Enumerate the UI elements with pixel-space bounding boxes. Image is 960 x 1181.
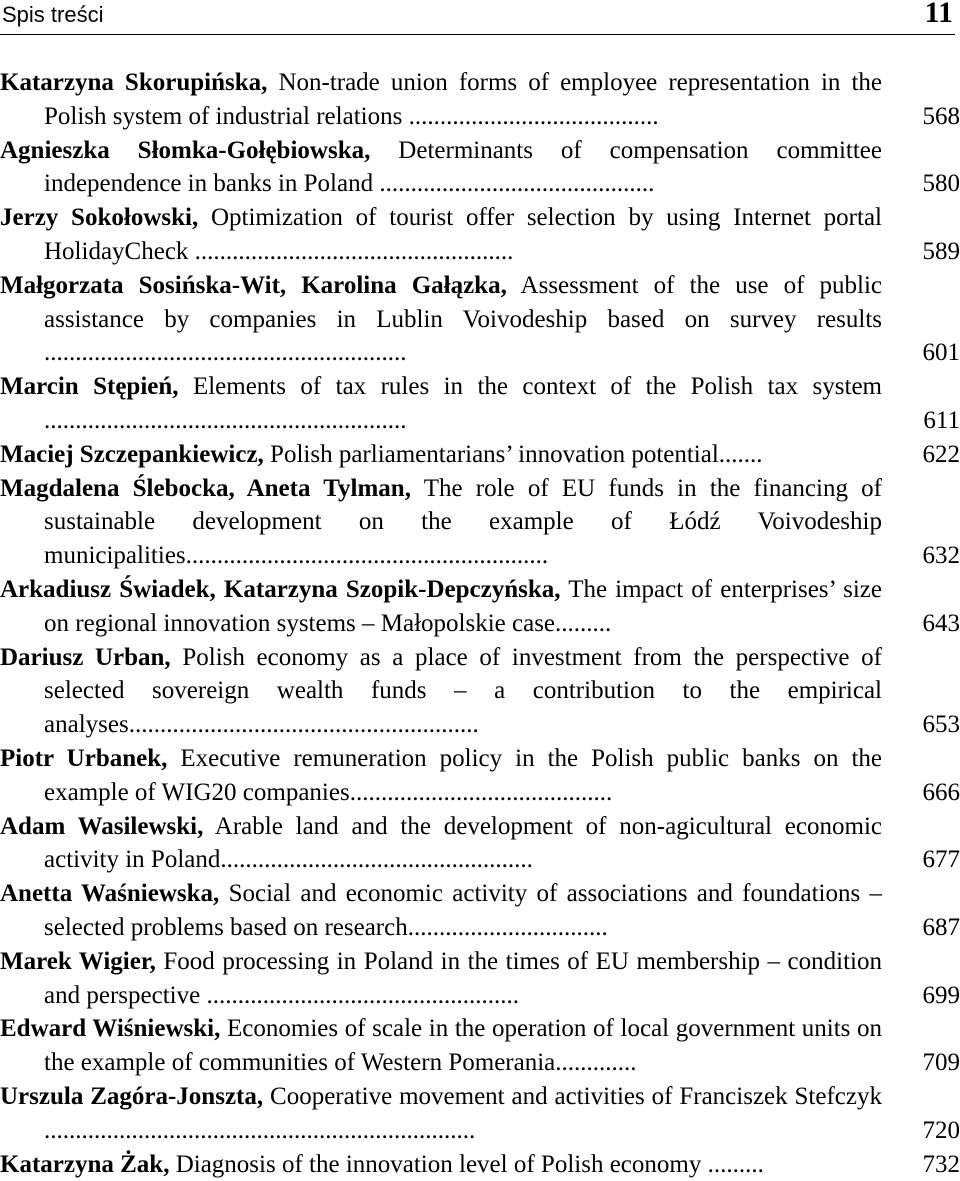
toc-entry[interactable] [0,370,960,438]
toc-entry[interactable] [0,438,960,472]
toc-leader: .......................................... [350,779,613,806]
toc-title: Executive remuneration policy in the Polish public banks on the example of WIG20 companies [44,745,882,806]
toc-page: 709 [882,1046,960,1080]
toc-page: 601 [882,336,960,370]
toc-title: The role of EU funds in the financing of sustainable development on the example of Łódź Voivodeship municipalities [44,475,882,570]
toc-leader: .......................................................... [186,542,549,569]
toc-title: Assessment of the use of public assistance by companies in Lublin Voivodeship based on survey results [44,272,882,333]
toc-author: Magdalena Ślebocka, Aneta Tylman, [0,475,411,502]
toc-author: Małgorzata Sosińska-Wit, Karolina Gałązka, [0,272,507,299]
toc-entry[interactable] [0,66,960,134]
toc-author: Dariusz Urban, [0,644,171,671]
toc-title: Food processing in Poland in the times of EU membership – condition and perspective [44,948,882,1009]
section-title: Spis treści [2,2,103,28]
toc-author: Katarzyna Skorupińska, [0,69,267,96]
toc-entry[interactable] [0,269,960,370]
toc-title: Diagnosis of the innovation level of Polish economy [176,1151,702,1178]
toc-title: The impact of enterprises’ size on regional innovation systems – Małopolskie case [44,576,882,637]
toc-title: Elements of tax rules in the context of the Polish tax system [193,373,882,400]
toc-page: 632 [882,539,960,573]
toc-page: 687 [882,911,960,945]
toc-leader: ......... [701,1151,764,1178]
toc-author: Katarzyna Żak, [0,1151,169,1178]
toc-page: 720 [882,1114,960,1148]
toc-entry[interactable] [0,472,960,573]
toc-leader: ......... [555,610,611,637]
toc-page: 589 [882,235,960,269]
toc-title: Polish economy as a place of investment from the perspective of selected sovereign wealth funds – a contribution to the empirical analyses [44,644,882,739]
toc-title: Cooperative movement and activities of Franciszek Stefczyk [270,1083,882,1110]
toc-author: Edward Wiśniewski, [0,1015,220,1042]
toc-title: Optimization of tourist offer selection by using Internet portal HolidayCheck [44,204,882,265]
toc-author: Piotr Urbanek, [0,745,167,772]
toc-leader: ................................ [408,914,608,941]
toc-entry[interactable] [0,877,960,945]
toc-author: Jerzy Sokołowski, [0,204,198,231]
toc-entry[interactable] [0,1148,960,1181]
page-number: 11 [925,0,953,30]
toc-entry[interactable] [0,573,960,641]
toc-leader: ........................................................ [129,711,479,738]
toc-author: Anetta Waśniewska, [0,880,219,907]
toc-entry[interactable] [0,1012,960,1080]
toc-entry[interactable] [0,201,960,269]
toc-entry[interactable] [0,945,960,1013]
toc-author: Urszula Zagóra-Jonszta, [0,1083,263,1110]
toc-entry[interactable] [0,810,960,878]
toc-title: Non-trade union forms of employee representation in the Polish system of industrial relations [44,69,882,130]
toc-author: Marek Wigier, [0,948,156,975]
table-of-contents [0,66,960,1181]
toc-title: Economies of scale in the operation of local government units on the example of communities of Western Pomerania [44,1015,882,1076]
toc-leader: .................................................. [220,846,533,873]
toc-entry[interactable] [0,134,960,202]
toc-page: 653 [882,708,960,742]
toc-author: Adam Wasilewski, [0,813,203,840]
toc-leader: ............. [555,1049,636,1076]
toc-title: Determinants of compensation committee independence in banks in Poland [44,137,882,198]
toc-page: 677 [882,843,960,877]
toc-page: 580 [882,167,960,201]
toc-page: 699 [882,979,960,1013]
toc-author: Agnieszka Słomka-Gołębiowska, [0,137,370,164]
toc-author: Arkadiusz Świadek, Katarzyna Szopik-Depczyńska, [0,576,561,603]
toc-page: 666 [882,776,960,810]
toc-author: Maciej Szczepankiewicz, [0,441,264,468]
toc-leader: .......................................................... [44,407,407,434]
toc-leader: ................................................... [188,238,513,265]
toc-entry[interactable] [0,1080,960,1148]
toc-entry[interactable] [0,641,960,742]
toc-title: Polish parliamentarians’ innovation potential [270,441,719,468]
toc-leader: ........................................ [402,103,658,130]
toc-entry[interactable] [0,742,960,810]
toc-author: Marcin Stępień, [0,373,179,400]
toc-leader: ....... [719,441,763,468]
toc-page: 611 [882,404,960,438]
toc-page: 622 [882,438,960,472]
toc-title: Arable land and the development of non-agicultural economic activity in Poland [44,813,882,874]
toc-leader: .......................................................... [44,339,407,366]
toc-page: 732 [882,1148,960,1181]
toc-page: 643 [882,607,960,641]
toc-leader: ............................................ [373,170,654,197]
toc-leader: .................................................. [200,982,519,1009]
toc-page: 568 [882,100,960,134]
toc-title: Social and economic activity of associations and foundations – selected problems based on research [44,880,882,941]
toc-leader: ..................................................................... [44,1117,475,1144]
running-header [0,0,955,35]
